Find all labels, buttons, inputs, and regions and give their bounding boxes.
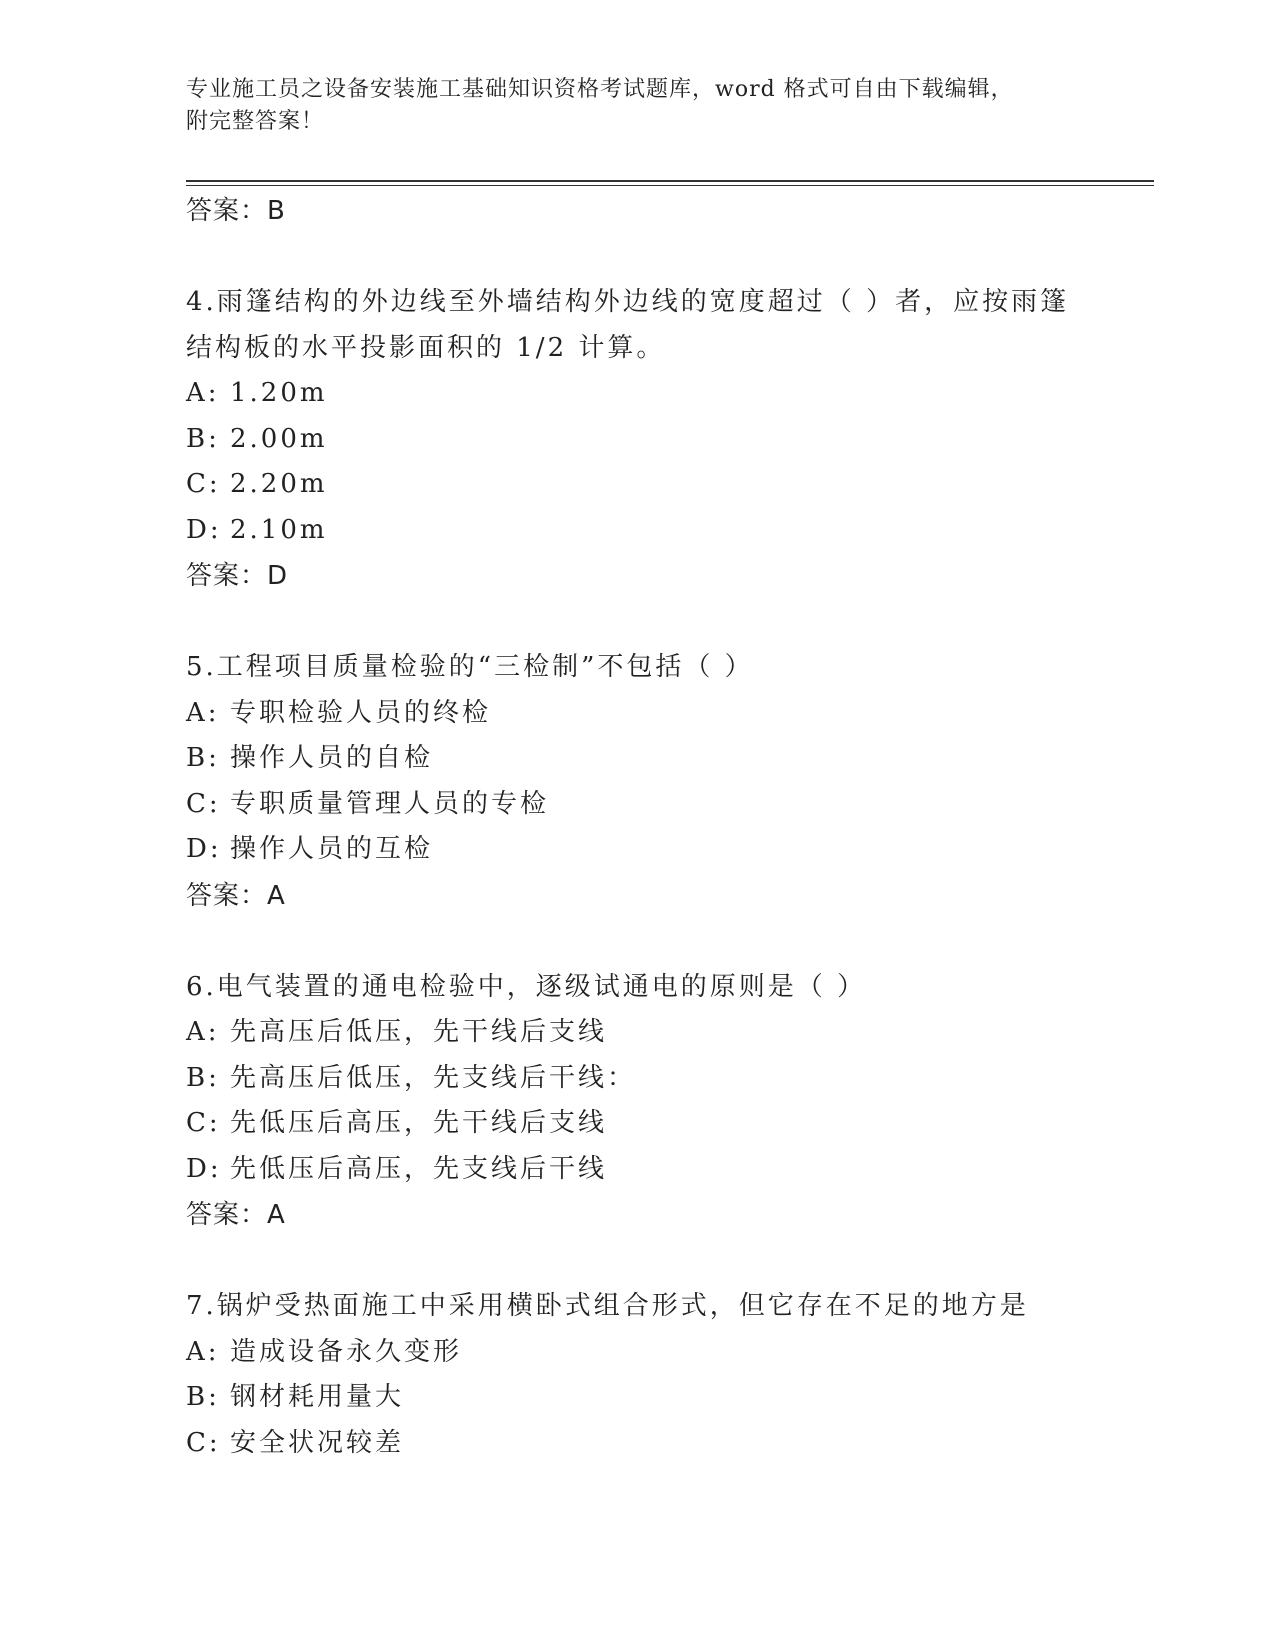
question-text: 结构板的水平投影面积的 1/2 计算。 xyxy=(186,332,666,363)
option-text: 操作人员的互检 xyxy=(230,834,434,864)
option-text: 2.00m xyxy=(230,423,328,454)
option-letter: D: xyxy=(186,514,222,545)
option-item xyxy=(186,827,1086,873)
option-letter: C: xyxy=(186,1427,221,1458)
option-letter: D: xyxy=(186,834,222,864)
answer-line: 答案：A xyxy=(186,1200,286,1230)
option-item xyxy=(186,1101,1086,1147)
option-text: 操作人员的自检 xyxy=(230,743,434,773)
option-item xyxy=(186,1147,1086,1193)
option-text: 造成设备永久变形 xyxy=(230,1336,463,1367)
option-text: 先高压后低压，先干线后支线 xyxy=(230,1017,608,1047)
block-spacer xyxy=(186,919,1086,965)
option-item xyxy=(186,691,1086,737)
option-letter: C: xyxy=(186,788,221,819)
option-item xyxy=(186,508,1086,554)
question-block xyxy=(186,280,1086,599)
option-letter: C: xyxy=(186,469,221,499)
option-text: 先低压后高压，先干线后支线 xyxy=(230,1108,608,1138)
question-block xyxy=(186,965,1086,1239)
answer-line: 答案：D xyxy=(186,561,289,591)
option-letter: C: xyxy=(186,1108,221,1138)
option-text: 钢材耗用量大 xyxy=(230,1382,405,1412)
question-block xyxy=(186,645,1086,919)
block-spacer xyxy=(186,1238,1086,1284)
document-header xyxy=(186,74,1066,138)
question-text: 4.雨篷结构的外边线至外墙结构外边线的宽度超过（ ）者，应按雨篷 xyxy=(186,287,1070,317)
option-text: 先低压后高压，先支线后干线 xyxy=(230,1153,608,1184)
question-text: 6.电气装置的通电检验中，逐级试通电的原则是（ ） xyxy=(186,971,867,1002)
question-text: 7.锅炉受热面施工中采用横卧式组合形式，但它存在不足的地方是 xyxy=(186,1291,1029,1321)
option-letter: B: xyxy=(186,743,220,773)
option-item xyxy=(186,1375,1086,1421)
question-block xyxy=(186,1284,1086,1466)
header-divider-thin xyxy=(186,185,1154,186)
option-item xyxy=(186,1010,1086,1056)
block-spacer xyxy=(186,234,1086,280)
option-item xyxy=(186,371,1086,417)
option-item xyxy=(186,462,1086,508)
option-text: 2.20m xyxy=(230,469,328,499)
option-letter: D: xyxy=(186,1153,222,1184)
header-line-2: 附完整答案！ xyxy=(186,109,325,134)
option-letter: A: xyxy=(186,1017,220,1047)
question-text: 5.工程项目质量检验的“三检制”不包括（ ） xyxy=(186,652,754,682)
option-text: 先高压后低压，先支线后干线： xyxy=(230,1062,637,1093)
option-item xyxy=(186,1056,1086,1102)
option-item xyxy=(186,1421,1086,1467)
option-text: 2.10m xyxy=(230,514,328,545)
question-list xyxy=(186,188,1086,1466)
option-letter: A: xyxy=(186,697,220,728)
option-text: 1.20m xyxy=(230,378,328,408)
option-letter: A: xyxy=(186,1336,220,1367)
option-letter: A: xyxy=(186,378,220,408)
block-spacer xyxy=(186,599,1086,645)
option-item xyxy=(186,417,1086,463)
option-letter: B: xyxy=(186,1062,220,1093)
option-letter: B: xyxy=(186,423,220,454)
option-item xyxy=(186,782,1086,828)
option-text: 专职检验人员的终检 xyxy=(230,697,492,728)
header-line-1: 专业施工员之设备安装施工基础知识资格考试题库，word 格式可自由下载编辑， xyxy=(186,77,1014,102)
answer-line: 答案：A xyxy=(186,880,286,911)
header-divider xyxy=(186,180,1154,182)
option-text: 专职质量管理人员的专检 xyxy=(230,788,550,819)
option-letter: B: xyxy=(186,1382,220,1412)
option-text: 安全状况较差 xyxy=(230,1427,405,1458)
option-item xyxy=(186,1330,1086,1376)
answer-line: 答案：B xyxy=(186,196,286,226)
option-item xyxy=(186,736,1086,782)
